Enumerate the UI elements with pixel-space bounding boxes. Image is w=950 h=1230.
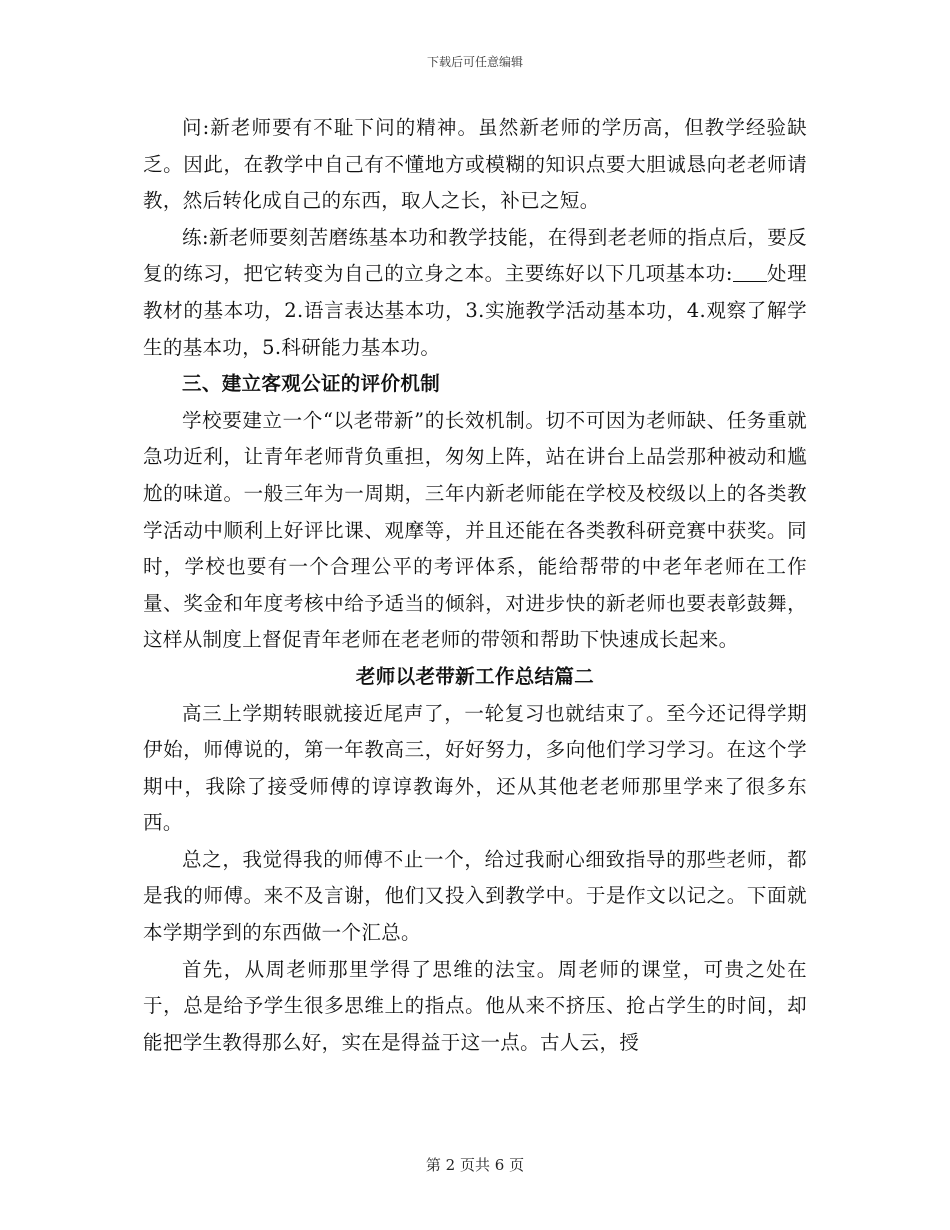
header-note: 下载后可任意编辑 bbox=[426, 55, 523, 69]
paragraph-practice-list: 处理教材的基本功，2.语言表达基本功，3.实施教学活动基本功，4.观察了解学生的基本功，5.科研能力基本功。 bbox=[143, 262, 807, 359]
page-number: 第 2 页共 6 页 bbox=[425, 1156, 525, 1174]
paragraph-evaluation: 学校要建立一个“以老带新”的长效机制。切不可因为老师缺、任务重就急功近利，让青年老师背负重担，匆匆上阵，站在讲台上品尝那种被动和尴尬的味道。一般三年为一周期，三年内新老师能在学校及校级以上的各类教学活动中顺利上好评比课、观摩等，并且还能在各类教科研竞赛中获奖。同时，学校也要有一个合理公平的考评体系，能给帮带的中老年老师在工作量、奖金和年度考核中给予适当的倾斜，对进步快的新老师也要表彰鼓舞，这样从制度上督促青年老师在老老师的带领和帮助下快速成长起来。 bbox=[143, 408, 807, 652]
article-heading-part-two: 老师以老带新工作总结篇二 bbox=[355, 664, 595, 688]
paragraph-practice bbox=[143, 220, 807, 366]
paragraph-first: 首先，从周老师那里学得了思维的法宝。周老师的课堂，可贵之处在于，总是给予学生很多思维上的指点。他从来不挤压、抢占学生的时间，却能把学生教得那么好，实在是得益于这一点。古人云，授 bbox=[143, 957, 807, 1054]
paragraph-mentors: 总之，我觉得我的师傅不止一个，给过我耐心细致指导的那些老师，都是我的师傅。来不及言谢，他们又投入到教学中。于是作文以记之。下面就本学期学到的东西做一个汇总。 bbox=[143, 847, 807, 945]
document-body bbox=[143, 110, 807, 1061]
paragraph-semester: 高三上学期转眼就接近尾声了，一轮复习也就结束了。至今还记得学期伊始，师傅说的，第一年教高三，好好努力，多向他们学习学习。在这个学期中，我除了接受师傅的谆谆教诲外，还从其他老老师那里学来了很多东西。 bbox=[143, 701, 807, 835]
section-heading-evaluation: 三、建立客观公证的评价机制 bbox=[182, 372, 441, 396]
fill-blank bbox=[733, 263, 767, 282]
paragraph-ask: 问:新老师要有不耻下问的精神。虽然新老师的学历高，但教学经验缺乏。因此，在教学中自己有不懂地方或模糊的知识点要大胆诚恳向老老师请教，然后转化成自己的东西，取人之长，补已之短。 bbox=[143, 116, 807, 213]
paragraph-practice-lead: 练:新老师要刻苦磨练基本功和教学技能，在得到老老师的指点后，要反复的练习，把它转变为自己的立身之本。主要练好以下几项基本功: bbox=[143, 225, 807, 286]
